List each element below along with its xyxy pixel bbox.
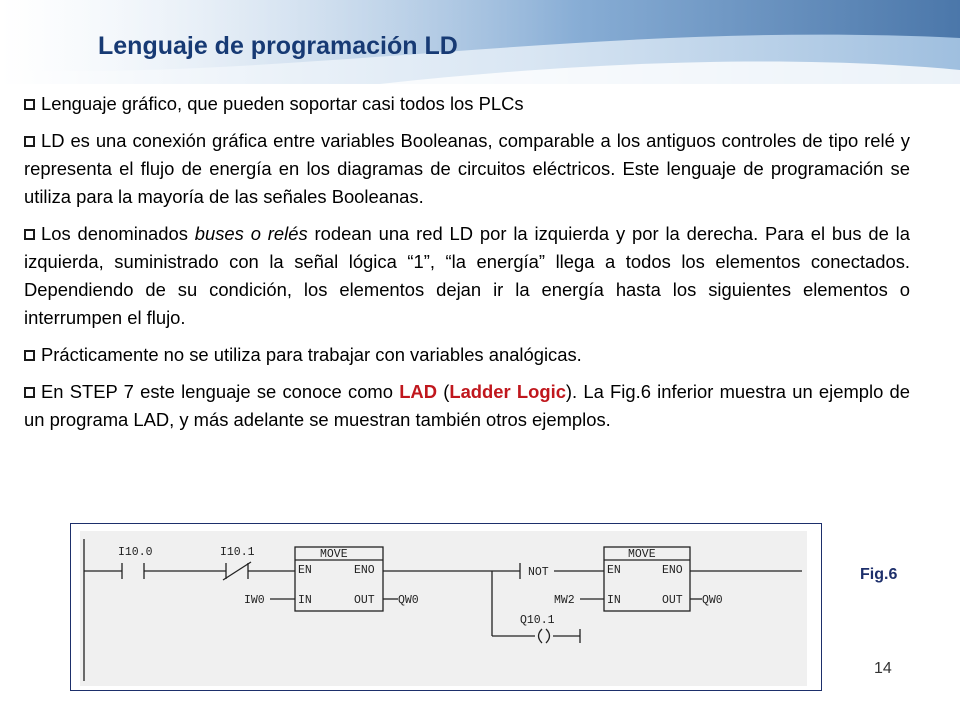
bullet-text: LD es una conexión gráfica entre variables Booleanas, comparable a los antiguos controles de tipo relé y representa el flujo de energía en los diagramas de circuitos eléctricos. Este lenguaje de programación se utiliza para la mayoría de las señales Booleanas. <box>24 130 910 207</box>
move2-in-var: MW2 <box>554 594 575 607</box>
lad-keyword: LAD <box>399 381 437 402</box>
move1-en: EN <box>298 564 312 577</box>
bullet-text: Prácticamente no se utiliza para trabajar con variables analógicas. <box>41 344 582 365</box>
checkbox-bullet-icon <box>24 136 35 147</box>
not-label: NOT <box>528 566 549 579</box>
bullet-text: Lenguaje gráfico, que pueden soportar casi todos los PLCs <box>41 93 524 114</box>
move2-in: IN <box>607 594 621 607</box>
bullet-text-post: ). La Fig.6 inferior muestra un ejemplo de un programa LAD, y más adelante se muestran también otros ejemplos. <box>24 381 911 430</box>
bullet-list <box>24 90 910 443</box>
slide-header <box>0 0 960 84</box>
contact2-label: I10.1 <box>220 546 255 559</box>
ladder-diagram <box>80 531 807 686</box>
page-number: 14 <box>874 660 892 677</box>
ladder-logic-keyword: Ladder Logic <box>449 381 566 402</box>
move2-en: EN <box>607 564 621 577</box>
checkbox-bullet-icon <box>24 387 35 398</box>
contact1-label: I10.0 <box>118 546 153 559</box>
coil-right-arc <box>546 629 550 643</box>
checkbox-bullet-icon <box>24 229 35 240</box>
bullet-text-pre: Los denominados <box>41 223 195 244</box>
bullet-text-emphasis: buses o relés <box>194 223 308 244</box>
move1-in-var: IW0 <box>244 594 265 607</box>
checkbox-bullet-icon <box>24 350 35 361</box>
coil-left-arc <box>539 629 543 643</box>
move1-title: MOVE <box>320 548 348 561</box>
page-title: Lenguaje de programación LD <box>98 32 458 60</box>
bullet-item <box>24 220 910 332</box>
move1-out-var: QW0 <box>398 594 419 607</box>
bullet-text-post: rodean una red LD por la izquierda y por la derecha. Para el bus de la izquierda, suministrado con la señal lógica “1”, “la energía” llega a todos los elementos conectados. Dependiendo de su condición, los elementos dejan ir la energía hasta los siguientes elementos o interrumpen el flujo. <box>24 223 910 328</box>
checkbox-bullet-icon <box>24 99 35 110</box>
bullet-item <box>24 127 910 211</box>
move1-in: IN <box>298 594 312 607</box>
bullet-item <box>24 341 910 369</box>
bullet-item <box>24 90 910 118</box>
bullet-item <box>24 378 910 434</box>
coil-label: Q10.1 <box>520 614 555 627</box>
move2-out: OUT <box>662 594 683 607</box>
move2-eno: ENO <box>662 564 683 577</box>
move2-out-var: QW0 <box>702 594 723 607</box>
figure-label: Fig.6 <box>860 566 898 583</box>
contact2-slash <box>223 562 251 580</box>
bullet-text-pre: En STEP 7 este lenguaje se conoce como <box>41 381 400 402</box>
move1-out: OUT <box>354 594 375 607</box>
bullet-text-mid: ( <box>436 381 450 402</box>
move1-eno: ENO <box>354 564 375 577</box>
move2-title: MOVE <box>628 548 656 561</box>
